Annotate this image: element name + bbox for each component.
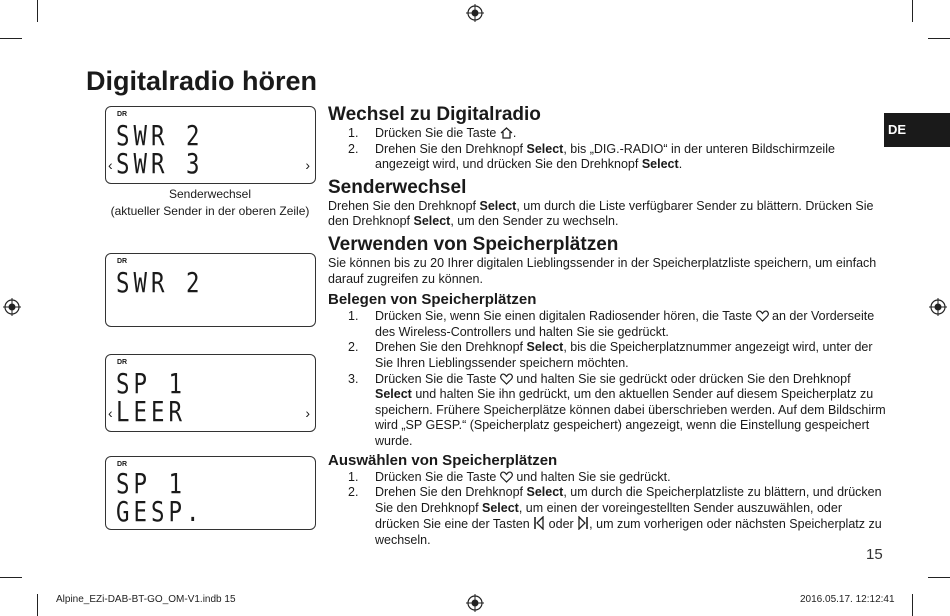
dr-badge: DR — [117, 111, 128, 118]
lcd-line-2: LEER — [116, 395, 186, 428]
heart-icon — [756, 310, 769, 322]
footer-filename: Alpine_EZi-DAB-BT-GO_OM-V1.indb 15 — [56, 594, 236, 605]
registration-mark-icon — [3, 298, 21, 316]
list-item: 1. Drücken Sie, wenn Sie einen digitalen Radiosender hören, die Taste an der Vorderseite des Wireless-Controllers und halten Sie sie gedrückt. — [348, 309, 875, 339]
lcd-display — [105, 106, 316, 184]
crop-mark — [37, 0, 38, 22]
heading-wechsel: Wechsel zu Digitalradio — [328, 104, 541, 125]
dr-badge: DR — [117, 258, 128, 265]
page-title: Digitalradio hören — [86, 66, 318, 96]
list-item: 2. Drehen Sie den Drehknopf Select, bis die Speicherplatznummer angezeigt wird, unter der Sie Ihren Lieblingssender speichern möchten. — [348, 340, 873, 370]
registration-mark-icon — [466, 594, 484, 612]
heading-speicherplaetze: Verwenden von Speicherplätzen — [328, 233, 619, 255]
crop-mark — [928, 577, 950, 578]
lcd-line-1: SWR 2 — [116, 266, 204, 299]
list-item: 3. Drücken Sie die Taste und halten Sie sie gedrückt oder drücken Sie den Drehknopf Select und halten Sie ihn gedrückt, um den aktuellen Sender auf diesem Speicherplatz zu speichern. Frühere Speicherplätze können dabei überschrieben werden. Auf dem Bildschirm wird „SP GESP.“ (Speicherplatz gespeichert) angezeigt, wenn die Einstellung gespeichert wurde. — [348, 371, 886, 448]
heading-auswaehlen: Auswählen von Speicherplätzen — [328, 451, 558, 469]
lcd-display — [105, 456, 316, 530]
steps-auswaehlen — [328, 470, 888, 549]
list-item: 1. Drücken Sie die Taste . — [348, 126, 517, 140]
registration-mark-icon — [466, 4, 484, 22]
dr-badge: DR — [117, 359, 128, 366]
crop-mark — [912, 594, 913, 616]
list-item: 2. Drehen Sie den Drehknopf Select, bis „DIG.-RADIO“ in der unteren Bildschirmzeile angezeigt wird, und drücken Sie den Drehknopf Select. — [348, 141, 835, 172]
skip-next-icon — [577, 516, 589, 530]
page-number: 15 — [866, 546, 883, 563]
heading-belegen: Belegen von Speicherplätzen — [328, 291, 537, 309]
lcd-line-1: SP 1 — [116, 467, 186, 500]
crop-mark — [37, 594, 38, 616]
heart-icon — [500, 471, 513, 483]
home-icon — [500, 127, 513, 139]
paragraph-senderwechsel: Drehen Sie den Drehknopf Select, um durch die Liste verfügbarer Sender zu blättern. Drücken Sie den Drehknopf Select, um den Sender zu wechseln. — [328, 198, 874, 229]
crop-mark — [0, 38, 22, 39]
registration-mark-icon — [929, 298, 947, 316]
lcd-line-2: GESP. — [116, 495, 204, 528]
arrow-left-icon: ‹ — [108, 405, 113, 421]
lcd-display — [105, 354, 316, 432]
caption-line-1: Senderwechsel — [168, 187, 252, 201]
skip-previous-icon — [533, 516, 545, 530]
caption-line-2: (aktueller Sender in der oberen Zeile) — [110, 204, 310, 218]
language-tab: DE — [884, 113, 950, 147]
dr-badge: DR — [117, 461, 128, 468]
crop-mark — [912, 0, 913, 22]
display-caption — [95, 186, 325, 220]
steps-belegen — [328, 309, 888, 449]
lcd-line-2: SWR 3 — [116, 147, 204, 180]
list-item: 1. Drücken Sie die Taste und halten Sie sie gedrückt. — [348, 469, 671, 484]
steps-wechsel — [328, 126, 888, 173]
list-item: 2. Drehen Sie den Drehknopf Select, um durch die Speicherplatzliste zu blättern, und drücken Sie den Drehknopf Select, um einen der voreingestellten Sender auszuwählen, oder drücken Sie eine der Tasten oder , um zum vorherigen oder nächsten Speicherplatz zu wechseln. — [348, 485, 882, 547]
crop-mark — [928, 38, 950, 39]
arrow-right-icon: › — [305, 405, 310, 421]
crop-mark — [0, 577, 22, 578]
lcd-display — [105, 253, 316, 327]
main-text-column — [328, 104, 888, 548]
heart-icon — [500, 373, 513, 385]
arrow-right-icon: › — [305, 157, 310, 173]
paragraph-speicherplaetze: Sie können bis zu 20 Ihrer digitalen Lieblingssender in der Speicherplatzliste speichern, um einfach darauf zugreifen zu können. — [328, 255, 877, 286]
footer-datetime: 2016.05.17. 12:12:41 — [800, 594, 895, 605]
heading-senderwechsel: Senderwechsel — [328, 176, 467, 198]
lcd-line-1: SP 1 — [116, 367, 186, 400]
arrow-left-icon: ‹ — [108, 157, 113, 173]
lcd-line-1: SWR 2 — [116, 119, 204, 152]
